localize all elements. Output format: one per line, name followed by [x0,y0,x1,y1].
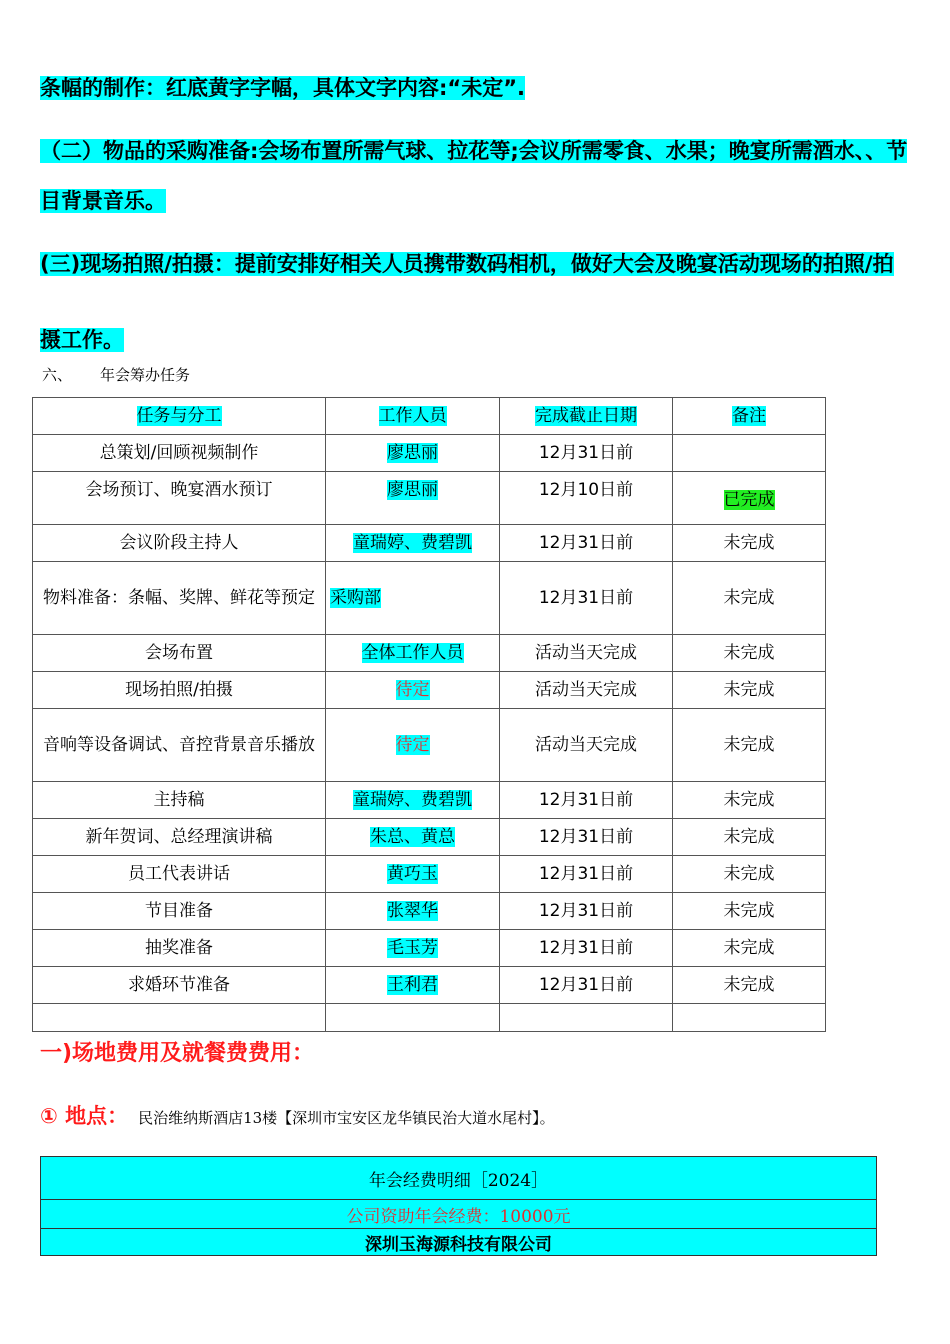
staff-cell: 待定 [326,709,500,782]
note-cell: 未完成 [673,967,826,1004]
budget-title: 年会经费明细［2024］ [41,1157,877,1200]
deadline-cell: 12月31日前 [500,525,673,562]
location-text: 民治维纳斯酒店13楼【深圳市宝安区龙华镇民治大道水尾村】。 [138,1109,555,1127]
location-label: ① 地点： [40,1104,129,1128]
staff-cell: 待定 [326,672,500,709]
staff-cell: 童瑞婷、费碧凯 [326,782,500,819]
note-cell: 未完成 [673,819,826,856]
header-cell: 任务与分工 [33,398,326,435]
staff-cell: 全体工作人员 [326,635,500,672]
banner-paragraph [40,63,912,113]
task-cell: 员工代表讲话 [33,856,326,893]
staff-cell: 王利君 [326,967,500,1004]
deadline-cell: 活动当天完成 [500,672,673,709]
budget-table [40,1156,877,1256]
banner-text: 条幅的制作：红底黄字字幅，具体文字内容:“未定”. [40,76,525,100]
table-row [33,782,826,819]
table-row [33,472,826,525]
staff-cell: 张翠华 [326,893,500,930]
deadline-cell: 12月31日前 [500,856,673,893]
photo-paragraph [40,226,912,378]
tasks-table [32,397,826,1032]
section-six-heading [42,364,190,385]
task-cell: 抽奖准备 [33,930,326,967]
deadline-cell: 12月10日前 [500,472,673,525]
table-row [33,709,826,782]
table-row [33,819,826,856]
task-cell: 节目准备 [33,893,326,930]
venue-cost-heading: 一)场地费用及就餐费费用： [40,1041,315,1066]
budget-company: 深圳玉海源科技有限公司 [41,1229,877,1256]
task-cell: 主持稿 [33,782,326,819]
table-row [33,967,826,1004]
table-row [33,672,826,709]
deadline-cell: 活动当天完成 [500,709,673,782]
staff-cell: 采购部 [326,562,500,635]
deadline-cell: 活动当天完成 [500,635,673,672]
deadline-cell: 12月31日前 [500,930,673,967]
staff-cell: 廖思丽 [326,435,500,472]
header-cell: 完成截止日期 [500,398,673,435]
staff-cell: 黄巧玉 [326,856,500,893]
task-cell: 音响等设备调试、音控背景音乐播放 [33,709,326,782]
task-cell: 现场拍照/拍摄 [33,672,326,709]
task-cell: 会场布置 [33,635,326,672]
section-title: 年会筹办任务 [100,366,191,384]
note-cell: 未完成 [673,856,826,893]
note-cell: 未完成 [673,525,826,562]
table-row [33,525,826,562]
note-cell: 未完成 [673,893,826,930]
deadline-cell: 12月31日前 [500,435,673,472]
note-cell: 未完成 [673,782,826,819]
note-cell: 未完成 [673,930,826,967]
task-cell: 求婚环节准备 [33,967,326,1004]
table-row [33,930,826,967]
purchase-paragraph [40,126,912,226]
note-cell: 未完成 [673,635,826,672]
deadline-cell: 12月31日前 [500,819,673,856]
deadline-cell: 12月31日前 [500,562,673,635]
table-row [33,856,826,893]
staff-cell: 童瑞婷、费碧凯 [326,525,500,562]
table-row [33,635,826,672]
deadline-cell: 12月31日前 [500,967,673,1004]
task-cell: 物料准备：条幅、奖牌、鲜花等预定 [33,562,326,635]
purchase-text: （二）物品的采购准备:会场布置所需气球、拉花等;会议所需零食、水果；晚宴所需酒水、、节目背景音乐。 [40,139,908,213]
staff-cell: 毛玉芳 [326,930,500,967]
table-header-row [33,398,826,435]
location-line [40,1100,555,1130]
note-cell [673,435,826,472]
deadline-cell: 12月31日前 [500,782,673,819]
empty-row [33,1004,826,1032]
note-cell: 未完成 [673,672,826,709]
table-row [33,435,826,472]
header-cell: 工作人员 [326,398,500,435]
staff-cell: 廖思丽 [326,472,500,525]
note-cell: 已完成 [673,472,826,525]
staff-cell: 朱总、黄总 [326,819,500,856]
task-cell: 会场预订、晚宴酒水预订 [33,472,326,525]
task-cell: 会议阶段主持人 [33,525,326,562]
task-cell: 新年贺词、总经理演讲稿 [33,819,326,856]
section-number: 六、 [42,366,73,384]
deadline-cell: 12月31日前 [500,893,673,930]
note-cell: 未完成 [673,709,826,782]
table-row [33,893,826,930]
note-cell: 未完成 [673,562,826,635]
budget-funding: 公司资助年会经费：10000元 [41,1200,877,1229]
table-row [33,562,826,635]
photo-text: (三)现场拍照/拍摄：提前安排好相关人员携带数码相机，做好大会及晚宴活动现场的拍照/拍摄工作。 [40,252,894,352]
header-cell: 备注 [673,398,826,435]
task-cell: 总策划/回顾视频制作 [33,435,326,472]
